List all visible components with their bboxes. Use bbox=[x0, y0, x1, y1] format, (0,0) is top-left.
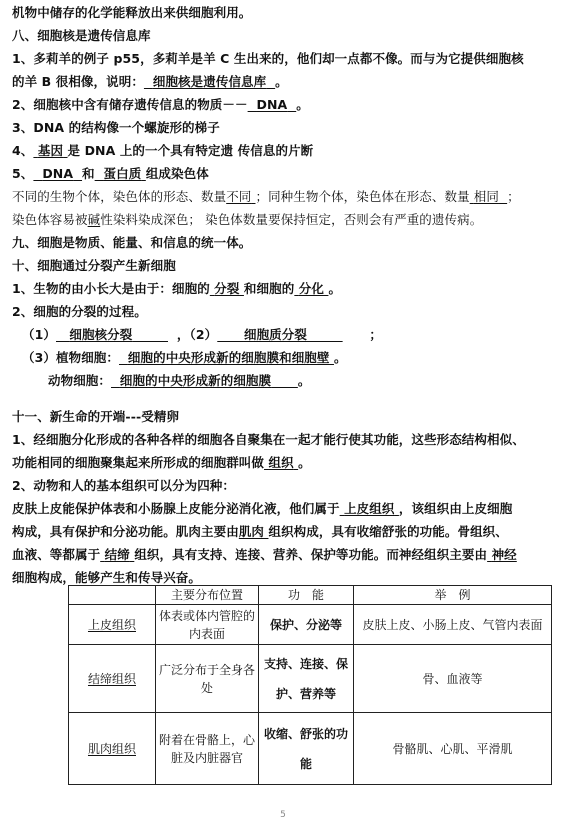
section-heading-9: 九、细胞是物质、能量、和信息的统一体。 bbox=[12, 235, 252, 250]
answer-blank: DNA bbox=[42, 166, 74, 181]
example-cell: 骨、血液等 bbox=[354, 645, 552, 713]
table-header-cell bbox=[69, 586, 156, 605]
answer-blank: 分裂 bbox=[214, 281, 240, 296]
text-line: 5、 DNA 和 蛋白质 组成染色体 bbox=[12, 166, 209, 181]
location-cell: 广泛分布于全身各处 bbox=[156, 645, 259, 713]
text-line: 1、经细胞分化形成的各种各样的细胞各自聚集在一起才能行使其功能，这些形态结构相似、 bbox=[12, 432, 525, 447]
text-line: 构成，具有保护和分泌功能。肌肉主要由肌肉 组织构成，具有收缩舒张的功能。骨组织、 bbox=[12, 524, 508, 539]
answer-blank: 细胞的中央形成新的细胞膜 bbox=[119, 373, 272, 388]
text-line: 染色体容易被碱性染料染成深色； 染色体数量要保持恒定，否则会有严重的遗传病。 bbox=[12, 212, 483, 227]
text-line: 2、动物和人的基本组织可以分为四种： bbox=[12, 478, 235, 493]
example-cell: 皮肤上皮、小肠上皮、气管内表面 bbox=[354, 605, 552, 645]
table-header-cell: 功 能 bbox=[259, 586, 354, 605]
text-line: 1、生物的由小长大是由于：细胞的 分裂 和细胞的 分化 。 bbox=[12, 281, 342, 296]
answer-blank: 分化 bbox=[298, 281, 324, 296]
answer-blank: 相同 bbox=[473, 189, 499, 204]
answer-blank: 细胞核是遗传信息库 bbox=[152, 74, 267, 89]
text-line: （3）植物细胞： 细胞的中央形成新的细胞膜和细胞壁 。 bbox=[22, 350, 347, 365]
location-cell: 附着在骨骼上，心脏及内脏器官 bbox=[156, 713, 259, 785]
function-cell: 支持、连接、保护、营养等 bbox=[259, 645, 354, 713]
text-line: 1、多莉羊的例子 p55，多莉羊是羊 C 生出来的，他们却一点都不像。而与为它提供细胞核 bbox=[12, 51, 524, 66]
text-line: 的羊 B 很相像，说明： 细胞核是遗传信息库 。 bbox=[12, 74, 288, 89]
table-header-cell: 举 例 bbox=[354, 586, 552, 605]
table-row bbox=[69, 713, 552, 785]
text-line: 血液、等都属于 结缔 组织，具有支持、连接、营养、保护等功能。而神经组织主要由 神经 bbox=[12, 547, 517, 562]
section-heading-8: 八、细胞核是遗传信息库 bbox=[12, 28, 151, 43]
answer-blank: 细胞核分裂 bbox=[69, 327, 133, 342]
text-line: 不同的生物个体，染色体的形态、数量不同 ；同种生物个体，染色体在形态、数量 相同 ； bbox=[12, 189, 520, 204]
tissue-name-cell: 上皮组织 bbox=[69, 605, 156, 645]
text-line: 细胞构成，能够产生和传导兴奋。 bbox=[12, 570, 202, 585]
tissue-table bbox=[68, 585, 552, 785]
answer-blank: 基因 bbox=[37, 143, 64, 158]
text-line: 3、DNA 的结构像一个螺旋形的梯子 bbox=[12, 120, 220, 135]
text-line: 功能相同的细胞聚集起来所形成的细胞群叫做 组织 。 bbox=[12, 455, 311, 470]
text-line: 2、细胞核中含有储存遗传信息的物质－－ DNA 。 bbox=[12, 97, 309, 112]
table-row bbox=[69, 645, 552, 713]
text-line: 皮肤上皮能保护体表和小肠腺上皮能分泌消化液，他们属于 上皮组织 ，该组织由上皮细胞 bbox=[12, 501, 513, 516]
table-header-row bbox=[69, 586, 552, 605]
answer-blank: 不同 bbox=[226, 189, 252, 204]
answer-blank: 结缔 bbox=[104, 547, 130, 562]
table-row bbox=[69, 605, 552, 645]
section-heading-11: 十一、新生命的开端---受精卵 bbox=[12, 409, 180, 424]
answer-blank: 蛋白质 bbox=[103, 166, 142, 181]
answer-blank: 细胞的中央形成新的细胞膜和细胞壁 bbox=[127, 350, 330, 365]
function-cell: 收缩、舒张的功能 bbox=[259, 713, 354, 785]
text-line: 动物细胞： 细胞的中央形成新的细胞膜 。 bbox=[48, 373, 311, 388]
function-cell: 保护、分泌等 bbox=[259, 605, 354, 645]
text-line: 4、 基因 是 DNA 上的一个具有特定遗 传信息的片断 bbox=[12, 143, 314, 158]
location-cell: 体表或体内管腔的内表面 bbox=[156, 605, 259, 645]
page-number: 5 bbox=[280, 810, 286, 820]
text-line: 机物中储存的化学能释放出来供细胞利用。 bbox=[12, 5, 252, 20]
section-heading-10: 十、细胞通过分裂产生新细胞 bbox=[12, 258, 176, 273]
tissue-name-cell: 结缔组织 bbox=[69, 645, 156, 713]
text-line: （1） 细胞核分裂 ，（2） 细胞质分裂 ； bbox=[22, 327, 382, 342]
tissue-name-cell: 肌肉组织 bbox=[69, 713, 156, 785]
answer-blank: 碱 bbox=[87, 212, 101, 227]
example-cell: 骨骼肌、心肌、平滑肌 bbox=[354, 713, 552, 785]
answer-blank: 组织 bbox=[268, 455, 294, 470]
text-line: 2、细胞的分裂的过程。 bbox=[12, 304, 147, 319]
answer-blank: 上皮组织 bbox=[344, 501, 395, 516]
table-header-cell: 主要分布位置 bbox=[156, 586, 259, 605]
answer-blank: DNA bbox=[256, 97, 288, 112]
answer-blank: 肌肉 bbox=[238, 524, 265, 539]
answer-blank: 神经 bbox=[491, 547, 517, 562]
answer-blank: 细胞质分裂 bbox=[243, 327, 307, 342]
